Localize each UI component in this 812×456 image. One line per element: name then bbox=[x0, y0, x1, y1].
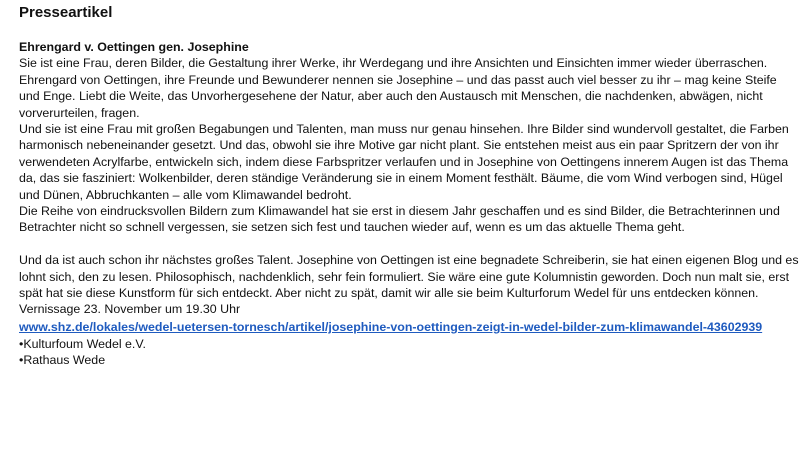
paragraph-climate-series: Die Reihe von eindrucksvollen Bildern zum Klimawandel hat sie erst in diesem Jahr geschaffen und es sind Bilder, die Betrachterinnen und Betrachter nicht so schnell vergessen, sie setzen sich fest und tauchen wieder auf, wenn es um das aktuelle Thema geht. bbox=[19, 204, 780, 235]
article-link[interactable]: www.shz.de/lokales/wedel-uetersen-tornesch/artikel/josephine-von-oettingen-zeigt-in-wedel-bilder-zum-klimawandel-43602939 bbox=[19, 319, 763, 334]
bullet-item: •Rathaus Wede bbox=[19, 353, 106, 368]
vernissage-info: Vernissage 23. November um 19.30 Uhr bbox=[19, 302, 241, 317]
blank-line bbox=[19, 236, 799, 252]
bullet-item: •Kulturfoum Wedel e.V. bbox=[19, 336, 146, 351]
article-subtitle: Ehrengard v. Oettingen gen. Josephine bbox=[19, 40, 249, 54]
press-article bbox=[19, 3, 799, 369]
paragraph-talents: Und sie ist eine Frau mit großen Begabungen und Talenten, man muss nur genau hinsehen. Ihre Bilder sind wundervoll gestaltet, die Farben harmonisch nebeneinander gesetzt. Und das, obwohl sie ihre Motive gar nicht plant. Sie entstehen meist aus ein paar Spritzern der von ihr verwendeten Acrylfarbe, entwickeln sich, indem diese Farbspritzer verlaufen und in Josephine von Oettingens innerem Augen ist das Thema da, das sie fasziniert: Wolkenbilder, deren ständige Veränderung sie in einem Moment festhält. Bäume, die vom Wind verbogen sind, Hügel und Dünen, Abbruchkanten – alle vom Klimawandel bedroht. bbox=[19, 122, 789, 202]
paragraph-writer: Und da ist auch schon ihr nächstes großes Talent. Josephine von Oettingen ist eine begnadete Schreiberin, sie hat einen eigenen Blog und es lohnt sich, den zu lesen. Philosophisch, nachdenklich, sehr fein formuliert. Sie wäre eine gute Kolumnistin geworden. Doch nun malt sie, erst spät hat sie diese Kunstform für sich entdeckt. Aber nicht zu spät, damit wir alle sie beim Kulturforum Wedel für uns entdecken können. bbox=[19, 253, 799, 301]
paragraph-intro: Sie ist eine Frau, deren Bilder, die Gestaltung ihrer Werke, ihr Werdegang und ihre Ansichten und Einsichten immer wieder überraschen. Ehrengard von Oettingen, ihre Freunde und Bewunderer nennen sie Josephine – und das passt auch viel besser zu ihr – mag keine Steife und Enge. Liebt die Weite, das Unvorhergesehene der Natur, aber auch den Austausch mit Menschen, die nachdenken, abwägen, nicht vorverurteilen, fragen. bbox=[19, 56, 777, 120]
bullet-label: Rathaus Wede bbox=[23, 353, 106, 368]
page-title: Presseartikel bbox=[19, 4, 113, 21]
bullet-label: Kulturfoum Wedel e.V. bbox=[23, 336, 146, 351]
